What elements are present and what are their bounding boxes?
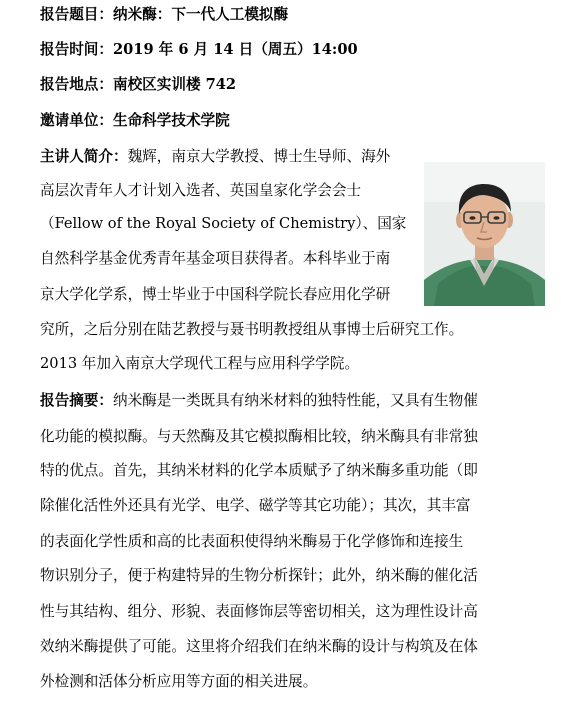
speaker-photo bbox=[424, 162, 545, 306]
report-title-label: 报告题目： bbox=[40, 6, 113, 23]
abstract-text-line: 特的优点。首先，其纳米材料的化学本质赋予了纳米酶多重功能（即 bbox=[40, 462, 478, 479]
abstract-line-1 bbox=[40, 389, 478, 410]
report-time-row bbox=[40, 38, 358, 59]
abstract-text-line: 的表面化学性质和高的比表面积使得纳米酶易于化学修饰和连接生 bbox=[40, 533, 464, 550]
abstract-label: 报告摘要： bbox=[40, 392, 113, 409]
report-title-value: 纳米酶：下一代人工模拟酶 bbox=[112, 6, 289, 23]
report-host-value: 生命科学技术学院 bbox=[112, 112, 230, 129]
abstract-text-line: 外检测和活体分析应用等方面的相关进展。 bbox=[40, 673, 318, 690]
abstract-text-line: 物识别分子，便于构建特异的生物分析探针；此外，纳米酶的催化活 bbox=[40, 567, 478, 584]
report-place-row bbox=[40, 73, 236, 94]
speaker-label: 主讲人简介： bbox=[40, 148, 128, 165]
abstract-text-line: 化功能的模拟酶。与天然酶及其它模拟酶相比较，纳米酶具有非常独 bbox=[40, 428, 478, 445]
speaker-bio-line-1 bbox=[40, 145, 390, 166]
speaker-text-line: 究所，之后分别在陆艺教授与聂书明教授组从事博士后研究工作。 bbox=[40, 321, 464, 338]
speaker-text-line: 魏辉，南京大学教授、博士生导师、海外 bbox=[127, 148, 391, 165]
speaker-text-line: 京大学化学系，博士毕业于中国科学院长春应用化学研 bbox=[40, 286, 391, 303]
speaker-text-line: 自然科学基金优秀青年基金项目获得者。本科毕业于南 bbox=[40, 250, 391, 267]
abstract-text-line: 效纳米酶提供了可能。这里将介绍我们在纳米酶的设计与构筑及在体 bbox=[40, 638, 478, 655]
report-title-row bbox=[40, 3, 288, 24]
speaker-text-line: （Fellow of the Royal Society of Chemistry）、国家 bbox=[40, 215, 407, 232]
report-place-label: 报告地点： bbox=[40, 76, 113, 93]
report-host-row bbox=[40, 109, 230, 130]
report-host-label: 邀请单位： bbox=[40, 112, 113, 129]
report-time-label: 报告时间： bbox=[40, 41, 113, 58]
abstract-text-line: 纳米酶是一类既具有纳米材料的独特性能，又具有生物催 bbox=[112, 392, 478, 409]
speaker-text-line: 2013 年加入南京大学现代工程与应用科学学院。 bbox=[40, 355, 360, 372]
abstract-text-line: 性与其结构、组分、形貌、表面修饰层等密切相关，这为理性设计高 bbox=[40, 603, 478, 620]
report-place-value: 南校区实训楼 742 bbox=[112, 76, 237, 93]
abstract-text-line: 除催化活性外还具有光学、电学、磁学等其它功能）；其次，其丰富 bbox=[40, 497, 471, 514]
speaker-text-line: 高层次青年人才计划入选者、英国皇家化学会会士 bbox=[40, 182, 362, 199]
report-time-value: 2019 年 6 月 14 日（周五）14:00 bbox=[112, 41, 358, 58]
